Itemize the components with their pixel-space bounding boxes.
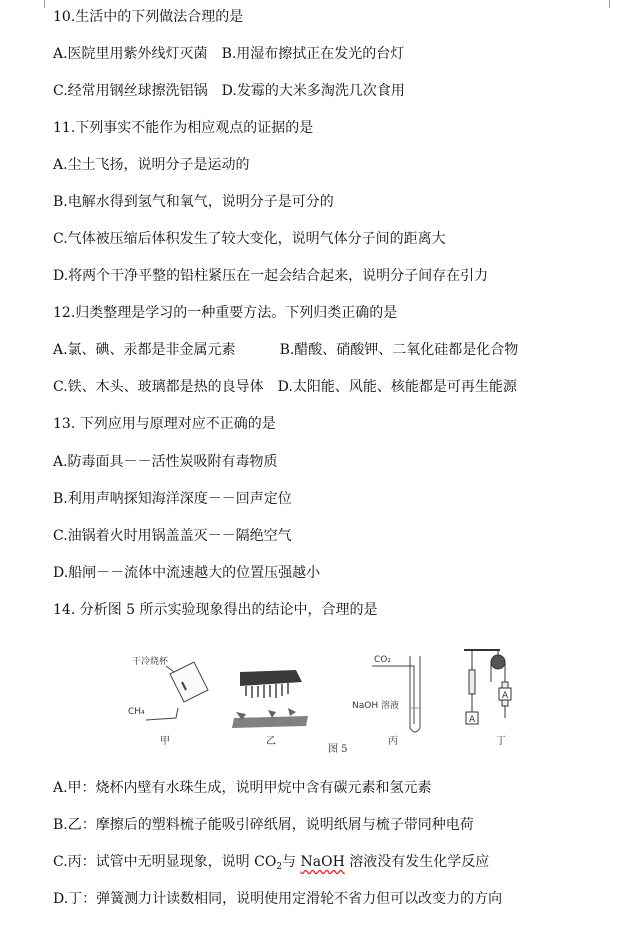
beaker-label: 干冷烧杯 (132, 657, 169, 667)
naoh-label: NaOH 溶液 (352, 701, 399, 711)
figure-5-drawing (118, 642, 538, 754)
weight-a-right-label: A (502, 691, 509, 701)
q14-option-c (53, 853, 489, 876)
q12-options-ab (53, 341, 518, 359)
comb-apparatus (232, 670, 308, 728)
q13-option-a: A.防毒面具－－活性炭吸附有毒物质 (53, 454, 278, 470)
q10-options-ab (53, 45, 404, 63)
q10-options-cd (53, 82, 405, 100)
q11-option-a: A.尘土飞扬，说明分子是运动的 (53, 157, 250, 173)
weight-a-left-label: A (469, 715, 476, 725)
q10-option-d: D.发霉的大米多淘洗几次食用 (221, 83, 405, 99)
label-yi: 乙 (266, 736, 276, 747)
q14-option-c-naoh: NaOH (300, 854, 345, 870)
q12-option-d: D.太阳能、风能、核能都是可再生能源 (277, 379, 517, 395)
q11-option-d: D.将两个干净平整的铅柱紧压在一起会结合起来，说明分子间存在引力 (53, 268, 489, 284)
q12-option-c: C.铁、木头、玻璃都是热的良导体 (53, 379, 264, 395)
q10-option-b: B.用湿布擦拭正在发光的台灯 (221, 46, 405, 62)
q14-option-d: D.丁：弹簧测力计读数相同，说明使用定滑轮不省力但可以改变力的方向 (53, 891, 503, 907)
q12-options-cd (53, 378, 517, 396)
test-tube-apparatus (352, 655, 420, 732)
q14-option-c-mid: 与 (282, 854, 301, 870)
page-corner-mark-right (609, 0, 620, 8)
beaker-apparatus (128, 655, 208, 720)
q14-stem: 14. 分析图 5 所示实验现象得出的结论中，合理的是 (53, 602, 378, 618)
co2-label: CO₂ (374, 655, 391, 665)
page-corner-mark-left (34, 0, 45, 8)
label-jia: 甲 (160, 736, 170, 747)
q14-option-b: B.乙：摩擦后的塑料梳子能吸引碎纸屑，说明纸屑与梳子带同种电荷 (53, 817, 474, 833)
q13-option-b: B.利用声呐探知海洋深度－－回声定位 (53, 491, 292, 507)
q11-stem: 11.下列事实不能作为相应观点的证据的是 (53, 120, 314, 136)
label-bing: 丙 (388, 736, 398, 747)
q10-stem: 10.生活中的下列做法合理的是 (53, 9, 244, 25)
q11-option-c: C.气体被压缩后体积发生了较大变化，说明气体分子间的距离大 (53, 231, 446, 247)
pulley-apparatus (464, 650, 511, 725)
figure-caption: 图 5 (328, 744, 348, 754)
q14-option-c-post: 溶液没有发生化学反应 (344, 854, 490, 870)
q14-option-c-pre: C.丙：试管中无明显现象，说明 CO (53, 854, 277, 870)
q12-stem: 12.归类整理是学习的一种重要方法。下列归类正确的是 (53, 305, 398, 321)
ch4-label: CH₄ (128, 707, 145, 717)
label-ding: 丁 (496, 736, 506, 747)
q14-option-c-sub: 2 (276, 862, 283, 872)
q10-option-a: A.医院里用紫外线灯灭菌 (53, 46, 208, 62)
q13-option-c: C.油锅着火时用锅盖盖灭－－隔绝空气 (53, 528, 292, 544)
q12-option-a: A.氯、碘、汞都是非金属元素 (53, 342, 236, 358)
q14-option-a: A.甲：烧杯内壁有水珠生成，说明甲烷中含有碳元素和氢元素 (53, 780, 432, 796)
q13-option-d: D.船闸－－流体中流速越大的位置压强越小 (53, 565, 321, 581)
figure-5 (118, 642, 538, 754)
q12-option-b: B.醋酸、硝酸钾、二氧化硅都是化合物 (279, 342, 519, 358)
q10-option-c: C.经常用钢丝球擦洗铝锅 (53, 83, 208, 99)
q13-stem: 13. 下列应用与原理对应不正确的是 (53, 416, 276, 432)
q11-option-b: B.电解水得到氢气和氧气，说明分子是可分的 (53, 194, 334, 210)
